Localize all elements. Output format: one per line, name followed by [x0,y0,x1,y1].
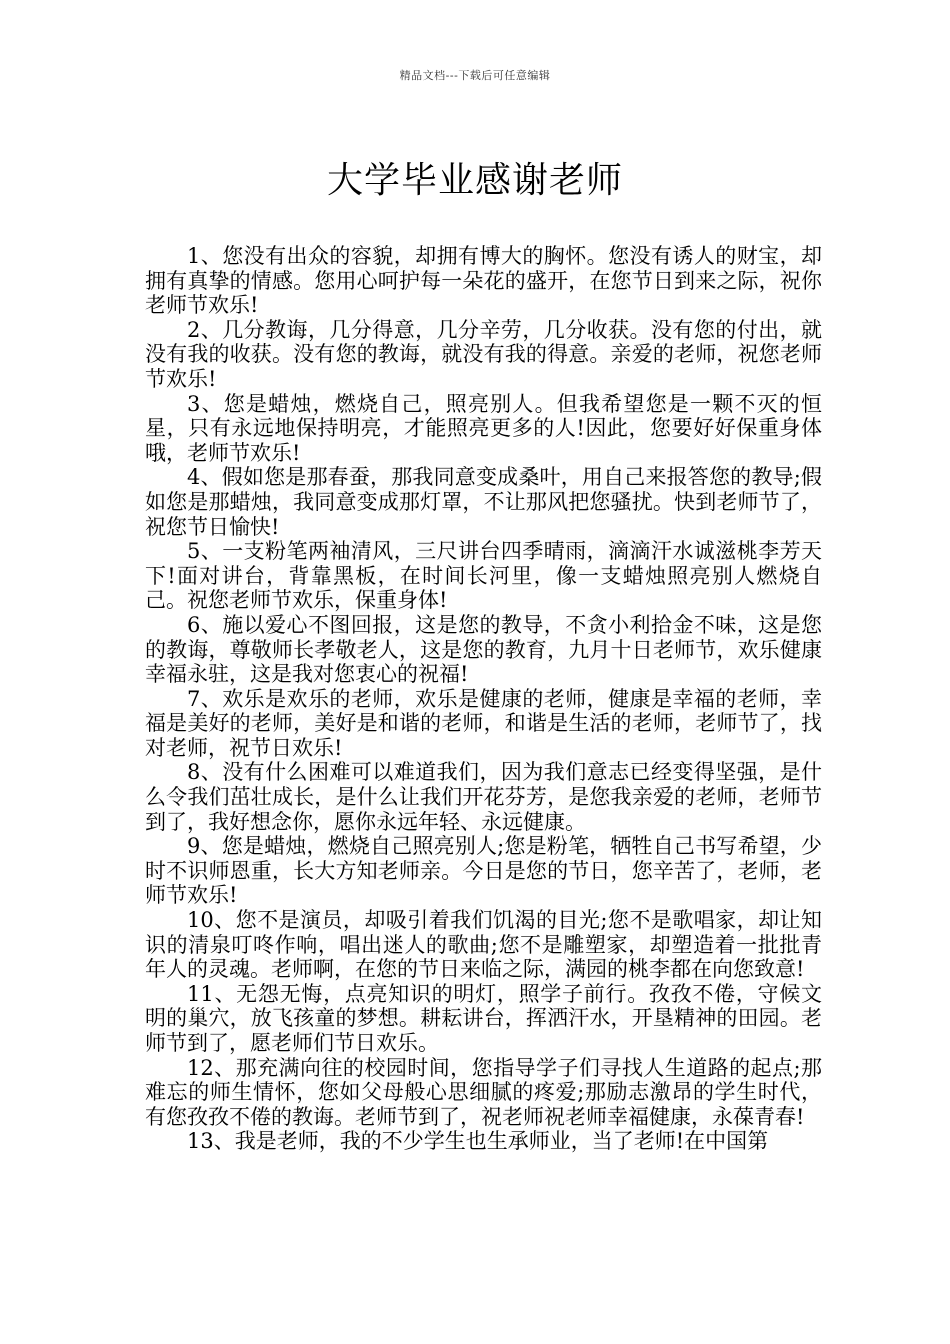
paragraph-4: 4、假如您是那春蚕，那我同意变成桑叶，用自己来报答您的教导;假如您是那蜡烛，我同意变成那灯罩，不让那风把您骚扰。快到老师节了，祝您节日愉快! [145,465,822,539]
paragraph-7: 7、欢乐是欢乐的老师，欢乐是健康的老师，健康是幸福的老师，幸福是美好的老师，美好是和谐的老师，和谐是生活的老师，老师节了，找对老师，祝节日欢乐! [145,686,822,760]
paragraph-11: 11、无怨无悔，点亮知识的明灯，照学子前行。孜孜不倦，守候文明的巢穴，放飞孩童的梦想。耕耘讲台，挥洒汗水，开垦精神的田园。老师节到了，愿老师们节日欢乐。 [145,981,822,1055]
paragraph-1: 1、您没有出众的容貌，却拥有博大的胸怀。您没有诱人的财宝，却拥有真挚的情感。您用心呵护每一朵花的盛开，在您节日到来之际，祝你老师节欢乐! [145,244,822,318]
document-title: 大学毕业感谢老师 [326,160,623,202]
paragraph-5: 5、一支粉笔两袖清风，三尺讲台四季晴雨，滴滴汗水诚滋桃李芳天下!面对讲台，背靠黑板，在时间长河里，像一支蜡烛照亮别人燃烧自己。祝您老师节欢乐，保重身体! [145,539,822,613]
document-body [145,244,822,1154]
page-header-note: 精品文档---下载后可任意编辑 [399,69,551,82]
paragraph-6: 6、施以爱心不图回报，这是您的教导，不贪小利拾金不味，这是您的教诲，尊敬师长孝敬老人，这是您的教育，九月十日老师节，欢乐健康幸福永驻，这是我对您衷心的祝福! [145,612,822,687]
paragraph-13: 13、我是老师，我的不少学生也生承师业，当了老师!在中国第 [187,1129,769,1154]
paragraph-3: 3、您是蜡烛，燃烧自己，照亮别人。但我希望您是一颗不灭的恒星，只有永远地保持明亮，才能照亮更多的人!因此，您要好好保重身体哦，老师节欢乐! [145,391,822,465]
paragraph-2: 2、几分教诲，几分得意，几分辛劳，几分收获。没有您的付出，就没有我的收获。没有您的教诲，就没有我的得意。亲爱的老师，祝您老师节欢乐! [145,317,822,391]
paragraph-9: 9、您是蜡烛，燃烧自己照亮别人;您是粉笔，牺牲自己书写希望，少时不识师恩重，长大方知老师亲。今日是您的节日，您辛苦了，老师，老师节欢乐! [145,834,822,908]
paragraph-8: 8、没有什么困难可以难道我们，因为我们意志已经变得坚强，是什么令我们茁壮成长，是什么让我们开花芬芳，是您我亲爱的老师，老师节到了，我好想念你，愿你永远年轻、永远健康。 [145,760,822,834]
paragraph-12: 12、那充满向往的校园时间，您指导学子们寻找人生道路的起点;那难忘的师生情怀，您如父母般心思细腻的疼爱;那励志激昂的学生时代，有您孜孜不倦的教诲。老师节到了，祝老师祝老师幸福健康，永葆青春! [145,1055,822,1129]
paragraph-10: 10、您不是演员，却吸引着我们饥渴的目光;您不是歌唱家，却让知识的清泉叮咚作响，唱出迷人的歌曲;您不是雕塑家，却塑造着一批批青年人的灵魂。老师啊，在您的节日来临之际，满园的桃李都在向您致意! [145,908,822,982]
